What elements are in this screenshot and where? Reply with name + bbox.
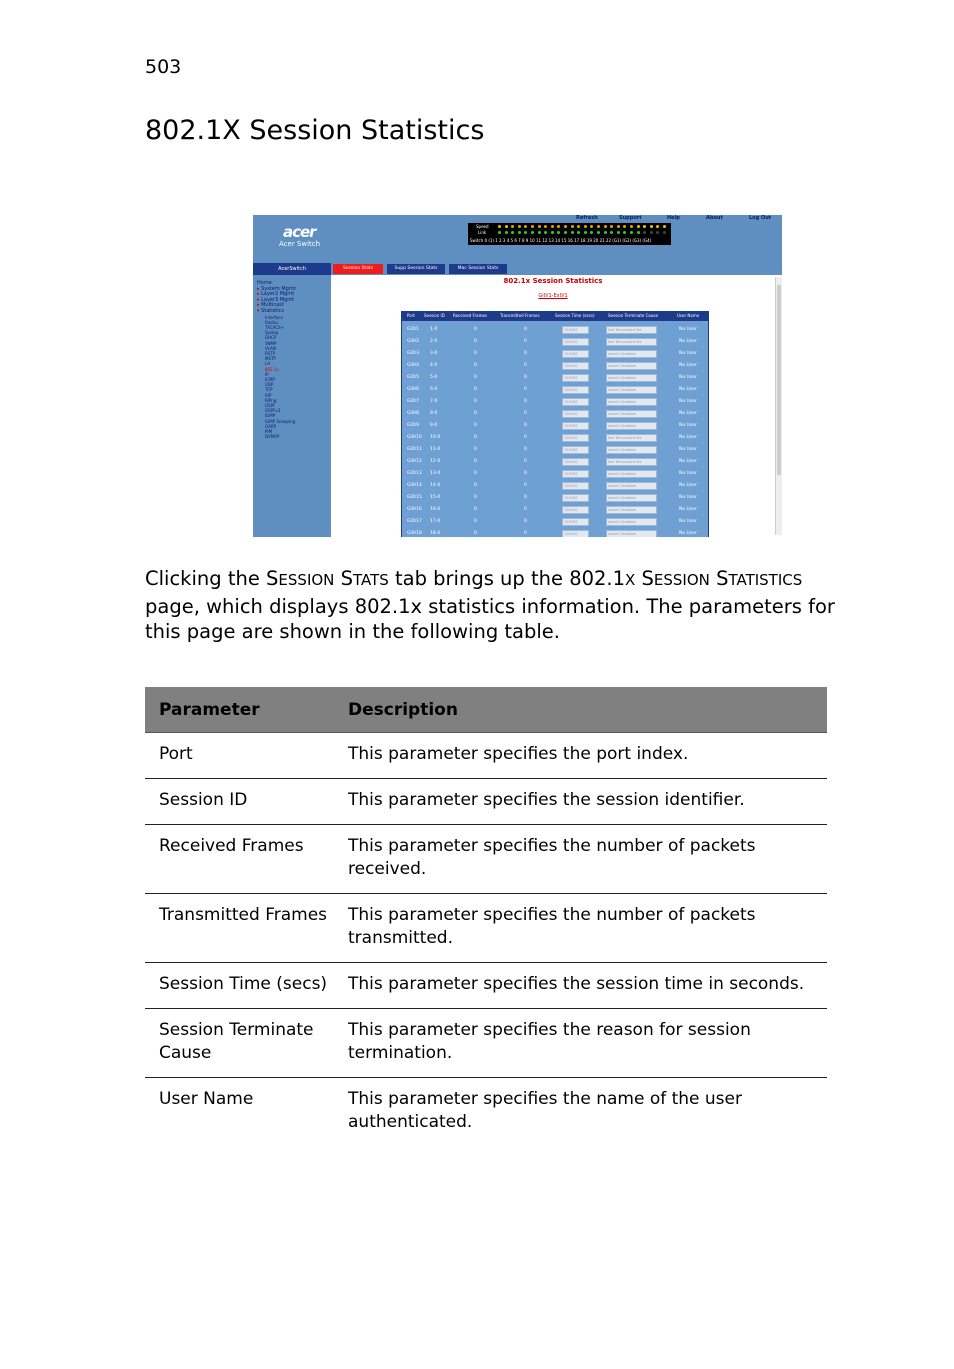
- stats-row: [402, 504, 708, 516]
- stats-cell: 0: [474, 375, 477, 380]
- session-time-field[interactable]: 120200: [562, 494, 589, 502]
- stats-cell: 11-0: [430, 447, 441, 452]
- port-led: [617, 231, 620, 234]
- param-description: This parameter specifies the session identifier.: [334, 779, 827, 825]
- stats-cell: Gi0/9: [407, 423, 419, 428]
- tree-subitem[interactable]: SNMP: [265, 340, 277, 346]
- session-time-field[interactable]: 120200: [562, 362, 589, 370]
- stats-cell: 0: [524, 447, 527, 452]
- tree-subitem[interactable]: IGMP Snooping: [265, 418, 296, 424]
- stats-cell: Gi0/13: [407, 471, 422, 476]
- stats-cell: 0: [474, 327, 477, 332]
- statistics-subtree: [257, 315, 296, 440]
- stats-row: [402, 372, 708, 384]
- port-led: [656, 231, 659, 234]
- stats-cell: 6-0: [430, 387, 438, 392]
- stats-cell: 2-0: [430, 339, 438, 344]
- page-title: 802.1X Session Statistics: [145, 115, 485, 146]
- stats-cell: 14-0: [430, 483, 441, 488]
- port-led: [597, 231, 600, 234]
- tree-subitem[interactable]: TCP: [265, 387, 273, 393]
- port-led: [630, 231, 633, 234]
- about-link[interactable]: About: [706, 215, 723, 221]
- refresh-link[interactable]: Refresh: [576, 215, 598, 221]
- terminate-cause-select[interactable]: Not Terminated Yet: [606, 338, 657, 346]
- col-session-time: Session Time (secs): [555, 313, 595, 318]
- session-stats-screenshot: [253, 215, 782, 537]
- stats-cell: Gi0/12: [407, 459, 422, 464]
- stats-cell: 10-0: [430, 435, 441, 440]
- param-description: This parameter specifies the name of the user authenticated.: [348, 1089, 742, 1132]
- port-led: [518, 231, 521, 234]
- param-name: Session ID: [145, 779, 334, 825]
- port-led: [551, 225, 554, 228]
- session-time-field[interactable]: 120200: [562, 398, 589, 406]
- terminate-cause-select[interactable]: Admin Disabled: [606, 386, 657, 394]
- terminate-cause-select[interactable]: Admin Disabled: [606, 446, 657, 454]
- stats-cell: 18-0: [430, 531, 441, 536]
- session-time-field[interactable]: 120200: [562, 374, 589, 382]
- tree-subitem[interactable]: RIP: [265, 392, 272, 398]
- port-led: [544, 225, 547, 228]
- port-led: [557, 231, 560, 234]
- terminate-cause-select[interactable]: Admin Disabled: [606, 398, 657, 406]
- port-led: [637, 225, 640, 228]
- stats-cell: 0: [474, 423, 477, 428]
- tree-subitem[interactable]: 802.1x: [265, 366, 279, 372]
- port-led: [604, 225, 607, 228]
- port-status-panel: [468, 223, 671, 245]
- header-description: Description: [334, 687, 827, 733]
- port-led: [571, 225, 574, 228]
- tree-item-home[interactable]: Home: [257, 280, 272, 286]
- port-led: [524, 225, 527, 228]
- port-led: [498, 231, 501, 234]
- table-row: [145, 1009, 827, 1078]
- stats-cell: No User: [679, 447, 697, 452]
- port-led: [531, 225, 534, 228]
- stats-row: [402, 432, 708, 444]
- port-led: [538, 231, 541, 234]
- session-time-field[interactable]: 120200: [562, 386, 589, 394]
- stats-cell: 17-0: [430, 519, 441, 524]
- stats-cell: No User: [679, 471, 697, 476]
- stats-cell: No User: [679, 495, 697, 500]
- logo-subtitle: Acer Switch: [279, 240, 321, 248]
- stats-row: [402, 324, 708, 336]
- session-time-field[interactable]: 120200: [562, 470, 589, 478]
- stats-cell: 0: [524, 363, 527, 368]
- port-led: [630, 225, 633, 228]
- help-link[interactable]: Help: [667, 215, 680, 221]
- port-led: [571, 231, 574, 234]
- terminate-cause-select[interactable]: Admin Disabled: [606, 350, 657, 358]
- stats-cell: 12-0: [430, 459, 441, 464]
- port-led: [610, 225, 613, 228]
- stats-cell: 0: [474, 507, 477, 512]
- page-number: 503: [145, 56, 182, 78]
- table-row: [145, 963, 827, 1009]
- param-description: This parameter specifies the session time in seconds.: [334, 963, 827, 1009]
- content-scrollbar[interactable]: [775, 277, 782, 535]
- stats-cell: Gi0/10: [407, 435, 422, 440]
- session-time-field[interactable]: 120200: [562, 446, 589, 454]
- stats-cell: Gi0/17: [407, 519, 422, 524]
- stats-row: [402, 444, 708, 456]
- stats-cell: 0: [524, 471, 527, 476]
- sidebar: [253, 263, 331, 537]
- stats-cell: Gi0/3: [407, 351, 419, 356]
- stats-cell: 3-0: [430, 351, 438, 356]
- stats-cell: 13-0: [430, 471, 441, 476]
- table-row: [145, 733, 827, 779]
- stats-cell: Gi0/2: [407, 339, 419, 344]
- stats-cell: 0: [474, 339, 477, 344]
- stats-cell: 0: [524, 531, 527, 536]
- stats-cell: No User: [679, 387, 697, 392]
- port-led: [538, 225, 541, 228]
- tab-mac-session-stats[interactable]: Mac Session Stats: [449, 264, 507, 274]
- tree-subitem[interactable]: ICMP: [265, 377, 275, 382]
- stats-cell: Gi0/18: [407, 531, 422, 536]
- stats-cell: 0: [474, 411, 477, 416]
- port-led: [524, 231, 527, 234]
- table-row: [145, 779, 827, 825]
- session-time-field[interactable]: 120200: [562, 458, 589, 466]
- col-user-name: User Name: [677, 313, 700, 318]
- session-stats-table: [401, 311, 709, 537]
- port-led: [663, 225, 666, 228]
- param-name: Received Frames: [145, 825, 334, 894]
- tree-subitem[interactable]: DVMRP: [265, 434, 280, 440]
- link-label: Link: [478, 230, 487, 235]
- terminate-cause-select[interactable]: Not Terminated Yet: [606, 458, 657, 466]
- port-led: [544, 231, 547, 234]
- port-led: [590, 225, 593, 228]
- stats-row: [402, 528, 708, 537]
- tree-subitem[interactable]: Syslog: [265, 330, 279, 336]
- port-led: [617, 225, 620, 228]
- stats-cell: 8-0: [430, 411, 438, 416]
- terminate-cause-select[interactable]: Admin Disabled: [606, 506, 657, 514]
- param-description: This parameter specifies the number of packets transmitted.: [334, 894, 827, 963]
- port-led: [505, 225, 508, 228]
- terminate-cause-select[interactable]: Admin Disabled: [606, 530, 657, 537]
- stats-cell: 0: [524, 459, 527, 464]
- stats-row: [402, 396, 708, 408]
- session-time-field[interactable]: 120200: [562, 530, 589, 537]
- stats-cell: No User: [679, 531, 697, 536]
- stats-cell: 7-0: [430, 399, 438, 404]
- port-led: [511, 225, 514, 228]
- tree-subitem[interactable]: PIM: [265, 429, 273, 435]
- stats-cell: 0: [524, 507, 527, 512]
- terminate-cause-select[interactable]: Admin Disabled: [606, 410, 657, 418]
- terminate-cause-select[interactable]: Admin Disabled: [606, 422, 657, 430]
- support-link[interactable]: Support: [619, 215, 642, 221]
- param-description: This parameter specifies the port index.: [334, 733, 827, 779]
- stats-cell: Gi0/15: [407, 495, 422, 500]
- tree-item-multicast[interactable]: ▸ Multicast: [257, 302, 284, 309]
- stats-cell: No User: [679, 435, 697, 440]
- tree-item-statistics[interactable]: ▾ Statistics: [257, 307, 284, 314]
- param-name: Transmitted Frames: [145, 894, 334, 963]
- stats-cell: 0: [524, 399, 527, 404]
- col-received-frames: Received Frames: [453, 313, 488, 318]
- port-led: [650, 225, 653, 228]
- port-led: [637, 231, 640, 234]
- stats-cell: 0: [524, 519, 527, 524]
- stats-cell: No User: [679, 375, 697, 380]
- stats-cell: No User: [679, 339, 697, 344]
- stats-row: [402, 360, 708, 372]
- tree-item-layer3-mgmt[interactable]: ▸ Layer3 Mgmt: [257, 296, 295, 303]
- stats-cell: 5-0: [430, 375, 438, 380]
- stats-cell: 0: [474, 399, 477, 404]
- stats-cell: 4-0: [430, 363, 438, 368]
- tree-subitem[interactable]: RSTP: [265, 350, 276, 356]
- tab-session-stats[interactable]: Session Stats: [333, 264, 383, 274]
- port-led: [518, 225, 521, 228]
- port-led: [643, 231, 646, 234]
- col-transmitted-frames: Transmitted Frames: [500, 313, 540, 318]
- stats-cell: 0: [524, 483, 527, 488]
- stats-cell: 0: [474, 459, 477, 464]
- session-time-field[interactable]: 120200: [562, 482, 589, 490]
- port-led: [656, 225, 659, 228]
- tree-item-layer2-mgmt[interactable]: ▸ Layer2 Mgmt: [257, 291, 295, 298]
- table-row: [145, 825, 827, 894]
- stats-cell: 0: [474, 495, 477, 500]
- header-parameter: Parameter: [145, 687, 334, 733]
- tree-subitem[interactable]: Radius: [265, 319, 279, 325]
- stats-row: [402, 384, 708, 396]
- port-led: [643, 225, 646, 228]
- logout-link[interactable]: Log Out: [749, 215, 772, 221]
- session-time-field[interactable]: 120200: [562, 518, 589, 526]
- stats-cell: 0: [524, 327, 527, 332]
- sidebar-header: AcerSwitch: [253, 263, 331, 275]
- port-led: [551, 231, 554, 234]
- scrollbar-thumb[interactable]: [777, 285, 781, 475]
- session-time-field[interactable]: 120200: [562, 338, 589, 346]
- stats-cell: 0: [524, 339, 527, 344]
- stats-cell: 0: [474, 387, 477, 392]
- port-led: [610, 231, 613, 234]
- stats-cell: No User: [679, 423, 697, 428]
- stats-cell: Gi0/8: [407, 411, 419, 416]
- stats-cell: 0: [474, 483, 477, 488]
- tree-subitem[interactable]: LA: [265, 361, 271, 367]
- port-led: [505, 231, 508, 234]
- stats-row: [402, 480, 708, 492]
- stats-cell: 0: [524, 351, 527, 356]
- session-time-field[interactable]: 120200: [562, 422, 589, 430]
- port-led: [498, 225, 501, 228]
- stats-cell: No User: [679, 327, 697, 332]
- speed-label: Speed: [476, 224, 489, 229]
- stats-cell: Gi0/1: [407, 327, 419, 332]
- tree-subitem[interactable]: OSPF: [265, 403, 276, 409]
- stats-cell: Gi0/5: [407, 375, 419, 380]
- param-description: This parameter specifies the reason for session termination.: [334, 1009, 827, 1078]
- port-led: [604, 231, 607, 234]
- tab-bar: [331, 263, 782, 275]
- stats-cell: 0: [474, 471, 477, 476]
- port-led: [623, 225, 626, 228]
- port-led: [623, 231, 626, 234]
- col-port: Port: [407, 313, 415, 318]
- stats-row: [402, 420, 708, 432]
- port-numbers: Switch 0 (1) 1 2 3 4 5 6 7 8 9 10 11 12 13 14 15 16 17 18 19 20 21 22 (G1) (G2) (G3) (G4): [470, 238, 652, 243]
- stats-cell: Gi0/16: [407, 507, 422, 512]
- stats-cell: No User: [679, 399, 697, 404]
- stats-cell: 0: [474, 447, 477, 452]
- stats-row: [402, 492, 708, 504]
- session-time-field[interactable]: 120200: [562, 506, 589, 514]
- description-paragraph: Clicking the SESSION STATS tab brings up the 802.1X SESSION STATISTICS page, which displays 802.1x statistics information. The parameters for this page are shown in the following table.: [145, 567, 835, 643]
- col-terminate-cause: Session Terminate Cause: [608, 313, 658, 318]
- stats-cell: Gi0/4: [407, 363, 419, 368]
- stats-cell: Gi0/11: [407, 447, 422, 452]
- port-led: [557, 225, 560, 228]
- terminate-cause-select[interactable]: Admin Disabled: [606, 482, 657, 490]
- parameter-table: [145, 687, 827, 1146]
- stats-row: [402, 468, 708, 480]
- stats-row: [402, 408, 708, 420]
- port-led: [564, 231, 567, 234]
- port-led: [584, 225, 587, 228]
- stats-row: [402, 348, 708, 360]
- port-led: [663, 231, 666, 234]
- tree-subitem[interactable]: IP: [265, 371, 269, 377]
- param-name: Session Time (secs): [145, 963, 334, 1009]
- stats-table-header: [402, 312, 708, 321]
- stats-cell: No User: [679, 507, 697, 512]
- port-led: [511, 231, 514, 234]
- port-led: [577, 231, 580, 234]
- stats-cell: 0: [474, 531, 477, 536]
- tree-subitem[interactable]: TACACS+: [265, 324, 284, 330]
- param-name: User Name: [159, 1089, 254, 1109]
- stats-cell: 1-0: [430, 327, 438, 332]
- port-led: [577, 225, 580, 228]
- stats-cell: No User: [679, 483, 697, 488]
- col-session-id: Session ID: [424, 313, 445, 318]
- stats-row: [402, 336, 708, 348]
- stats-cell: Gi0/6: [407, 387, 419, 392]
- terminate-cause-select[interactable]: Admin Disabled: [606, 518, 657, 526]
- table-row: [145, 894, 827, 963]
- param-name: Session Terminate Cause: [145, 1009, 334, 1078]
- terminate-cause-select[interactable]: Admin Disabled: [606, 494, 657, 502]
- parameter-table-header: [145, 687, 827, 733]
- port-led: [590, 231, 593, 234]
- port-led: [564, 225, 567, 228]
- session-time-field[interactable]: 120200: [562, 434, 589, 442]
- acer-logo: acer: [283, 223, 316, 241]
- terminate-cause-select[interactable]: Admin Disabled: [606, 470, 657, 478]
- tree-item-system-mgmt[interactable]: ▸ System Mgmt: [257, 285, 296, 292]
- stats-cell: No User: [679, 351, 697, 356]
- stats-cell: 0: [524, 435, 527, 440]
- tree-subitem[interactable]: Interface: [265, 314, 283, 320]
- tree-subitem[interactable]: UDP: [265, 382, 274, 388]
- content-title: 802.1x Session Statistics: [503, 277, 603, 285]
- stats-cell: 0: [474, 435, 477, 440]
- stats-cell: Gi0/14: [407, 483, 422, 488]
- param-name: Port: [145, 733, 334, 779]
- port-led: [531, 231, 534, 234]
- stats-cell: 0: [474, 519, 477, 524]
- stats-row: [402, 516, 708, 528]
- switch-header: [253, 215, 782, 263]
- tree-subitem[interactable]: RIPng: [265, 397, 277, 403]
- stats-cell: No User: [679, 363, 697, 368]
- terminate-cause-select[interactable]: Admin Disabled: [606, 362, 657, 370]
- terminate-cause-select[interactable]: Not Terminated Yet: [606, 326, 657, 334]
- port-led: [584, 231, 587, 234]
- session-time-field[interactable]: 120200: [562, 410, 589, 418]
- stats-cell: 0: [524, 387, 527, 392]
- tree-subitem[interactable]: DHCP: [265, 335, 277, 341]
- stats-cell: No User: [679, 411, 697, 416]
- session-time-field[interactable]: 120200: [562, 326, 589, 334]
- stats-cell: 0: [474, 351, 477, 356]
- stats-row: [402, 456, 708, 468]
- terminate-cause-select[interactable]: Not Terminated Yet: [606, 434, 657, 442]
- stats-cell: 16-0: [430, 507, 441, 512]
- tree-subitem[interactable]: IGMP: [265, 413, 276, 419]
- stats-cell: 0: [524, 375, 527, 380]
- session-time-field[interactable]: 120200: [562, 350, 589, 358]
- stats-cell: 0: [524, 495, 527, 500]
- stats-cell: Gi0/7: [407, 399, 419, 404]
- nav-tree: [257, 281, 296, 439]
- tree-subitem[interactable]: GARP: [265, 423, 277, 429]
- stats-cell: 9-0: [430, 423, 438, 428]
- tree-subitem[interactable]: OSPFv3: [265, 408, 281, 414]
- tree-subitem[interactable]: VLAN: [265, 345, 276, 351]
- port-led: [597, 225, 600, 228]
- param-description: This parameter specifies the number of packets received.: [334, 825, 827, 894]
- stats-cell: No User: [679, 519, 697, 524]
- tree-subitem[interactable]: MSTP: [265, 356, 276, 362]
- stats-cell: 0: [524, 411, 527, 416]
- stats-cell: No User: [679, 459, 697, 464]
- port-range-link[interactable]: Gi0/1-Ex0/1: [538, 293, 568, 299]
- stats-cell: 15-0: [430, 495, 441, 500]
- tab-supp-session-stats[interactable]: Supp Session Stats: [387, 264, 445, 274]
- port-led: [650, 231, 653, 234]
- table-row: [145, 1078, 827, 1147]
- stats-cell: 0: [474, 363, 477, 368]
- stats-cell: 0: [524, 423, 527, 428]
- terminate-cause-select[interactable]: Admin Disabled: [606, 374, 657, 382]
